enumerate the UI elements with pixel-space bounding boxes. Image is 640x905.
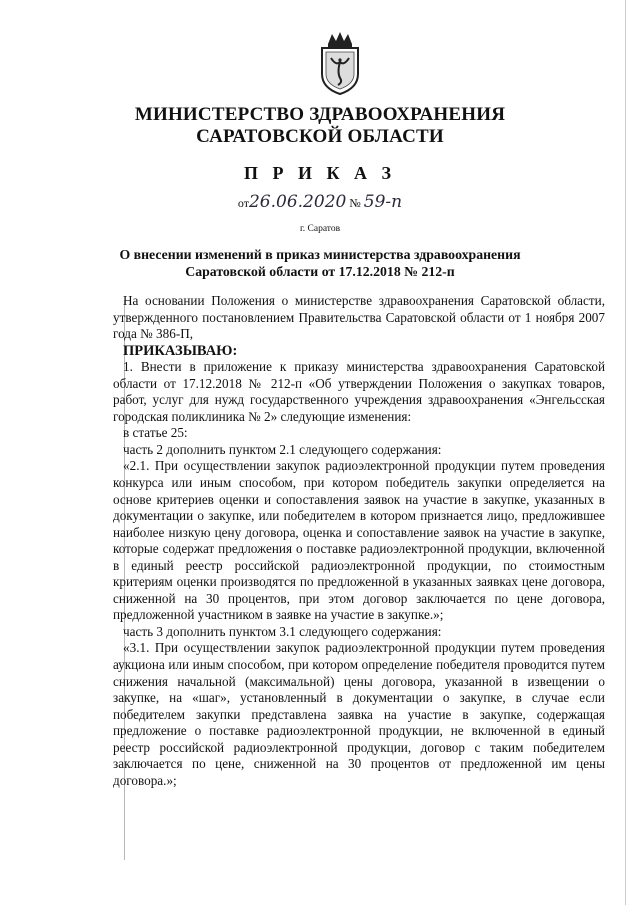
paragraph-2-1: «2.1. При осуществлении закупок радиоэлектронной продукции путем проведения конкурса или иным способом, при котором победитель закупки определяется на основе критериев оценки и сопоставления заявок на участие в закупке, указанных в документации о закупке, или победителем в котором признается лицо, предложившее наиболее низкую цену договора, оценка и сопоставление заявок на участие в закупке, которые содержат предложения о поставке радиоэлектронной продукции, включенной в единый реестр российской радиоэлектронной продукции, по стоимостным критериям оценки производятся по предложенной в указанных заявках цене договора, сниженной на 30 процентов, при этом договор заключается по цене договора, предложенной участником в заявке на участие в закупке.»; [113,458,605,623]
handwritten-number: 59-п [363,192,403,212]
order-subject: О внесении изменений в приказ министерства здравоохранения Саратовской области от 17.12.2018 № 212-п [119,247,521,279]
saratov-coat-of-arms-icon [318,30,362,96]
ministry-name-line2: САРАТОВСКОЙ ОБЛАСТИ [196,126,444,147]
city: г. Саратов [299,224,341,234]
handwritten-date: 26.06.2020 [248,192,347,212]
paragraph-3-1: «3.1. При осуществлении закупок радиоэлектронной продукции путем проведения аукциона или иным способом, при котором определение победителя проводится путем снижения начальной (максимальной) цены договора, указанной в извещении о закупке, на «шаг», установленный в документации о закупке, в случае если победителем закупки представлена заявка на участие в закупке, содержащая предложение о поставке радиоэлектронной продукции, не включенной в единый реестр российской радиоэлектронной продукции, договор с таким победителем заключается по цене, сниженной на 30 процентов от предложенной им цены договора.»; [113,640,605,788]
date-prefix: от [237,196,249,210]
order-date-number [0,192,640,212]
part-3-line: часть 3 дополнить пунктом 3.1 следующего содержания: [123,623,442,639]
order-word: ПРИКАЗЫВАЮ: [123,342,238,359]
order-body [113,293,605,789]
ministry-name-line1: МИНИСТЕРСТВО ЗДРАВООХРАНЕНИЯ [134,104,506,125]
article-25-line: в статье 25: [123,425,188,441]
part-2-line: часть 2 дополнить пунктом 2.1 следующего содержания: [123,441,442,457]
order-title: П Р И К А З [243,163,397,183]
item-1-paragraph: 1. Внести в приложение к приказу министерства здравоохранения Саратовской области от 17.12.2018 № 212-п «Об утверждении Положения о закупках товаров, работ, услуг для нужд государственного учреждения здравоохранения «Энгельсская городская поликлиника № 2» следующие изменения: [113,359,605,424]
number-prefix: № [349,196,361,210]
basis-paragraph: На основании Положения о министерстве здравоохранения Саратовской области, утвержденного постановлением Правительства Саратовской области от 1 ноября 2007 года № 386-П, [113,293,605,342]
